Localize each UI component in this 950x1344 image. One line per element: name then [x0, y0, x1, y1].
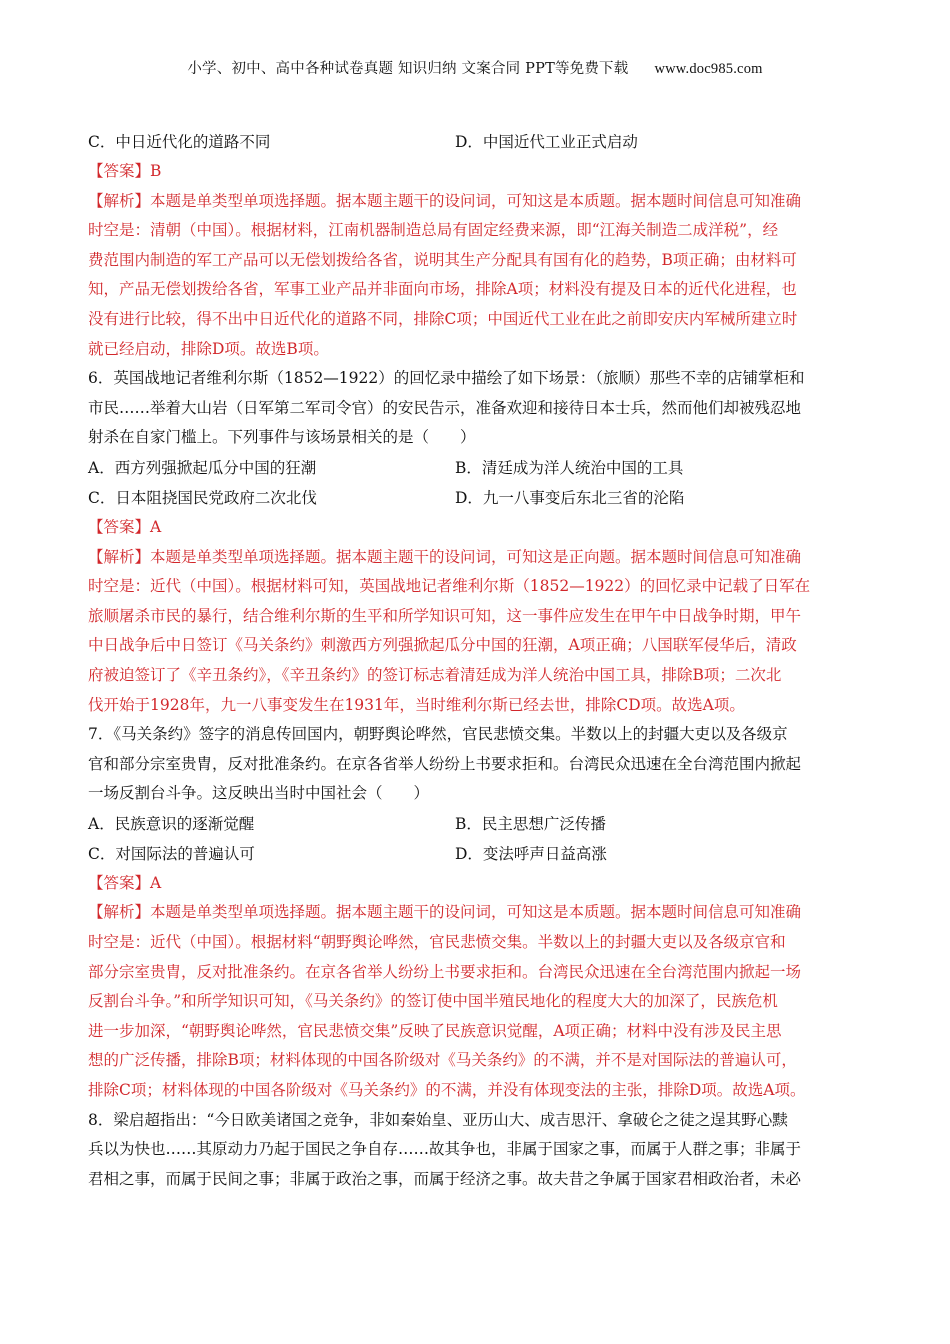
analysis-line: 旅顺屠杀市民的暴行，结合维利尔斯的生平和所学知识可知，这一事件应发生在甲午中日战争时期，甲午	[88, 606, 802, 625]
analysis-line: 就已经启动，排除D项。故选B项。	[88, 339, 329, 358]
q6-option-c: C．日本阻挠国民党政府二次北伐	[88, 488, 317, 507]
q6-options-row	[88, 453, 874, 483]
stem-line: 兵以为快也……其原动力乃起于国民之争自存……故其争也，非属于国家之事，而属于人群之事；非属于	[88, 1140, 802, 1159]
stem-line: 官和部分宗室贵胄，反对批准条约。在京各省举人纷纷上书要求拒和。台湾民众迅速在全台湾范围内掀起	[88, 754, 802, 773]
stem-line: 一场反割台斗争。这反映出当时中国社会（ ）	[88, 784, 430, 803]
header-text: 小学、初中、高中各种试卷真题 知识归纳 文案合同 PPT等免费下载	[187, 61, 629, 77]
analysis-line: 想的广泛传播，排除B项；材料体现的中国各阶级对《马关条约》的不满，并不是对国际法的普遍认可，	[88, 1051, 797, 1070]
stem-line: 7．《马关条约》签字的消息传回国内，朝野舆论哗然，官民悲愤交集。半数以上的封疆大吏以及各级京	[88, 725, 788, 744]
analysis-line: 时空是：清朝（中国）。根据材料，江南机器制造总局有固定经费来源，即“江海关制造二成洋税”，经	[88, 221, 779, 240]
analysis-line: 没有进行比较，得不出中日近代化的道路不同，排除C项；中国近代工业在此之前即安庆内军械所建立时	[88, 309, 798, 328]
stem-line: 射杀在自家门槛上。下列事件与该场景相关的是（ ）	[88, 428, 476, 447]
header-url[interactable]: www.doc985.com	[654, 61, 763, 77]
analysis-line: 【解析】本题是单类型单项选择题。据本题主题干的设问词，可知这是正向题。据本题时间信息可知准确	[88, 547, 802, 566]
analysis-line: 中日战争后中日签订《马关条约》刺激西方列强掀起瓜分中国的狂潮，A项正确；八国联军侵华后，清政	[88, 636, 797, 655]
q6-answer: 【答案】A	[88, 517, 162, 536]
q5-options	[88, 127, 874, 157]
page-header	[0, 57, 950, 78]
q6-analysis	[88, 543, 874, 721]
analysis-line: 府被迫签订了《辛丑条约》，《辛丑条约》的签订标志着清廷成为洋人统治中国工具，排除B项；二次北	[88, 665, 782, 684]
q7-option-b: B．民主思想广泛传播	[455, 814, 606, 833]
q5-option-c: C．中日近代化的道路不同	[88, 133, 271, 151]
q6-option-a: A．西方列强掀起瓜分中国的狂潮	[88, 458, 317, 477]
q5-analysis	[88, 187, 874, 365]
document-body	[88, 127, 874, 1194]
analysis-line: 时空是：近代（中国）。根据材料可知，英国战地记者维利尔斯（1852—1922）的回忆录中记载了日军在	[88, 577, 811, 596]
q7-analysis	[88, 898, 874, 1105]
q7-option-a: A．民族意识的逐渐觉醒	[88, 814, 255, 833]
analysis-line: 费范围内制造的军工产品可以无偿划拨给各省，说明其生产分配具有国有化的趋势，B项正确；由材料可	[88, 250, 797, 269]
q7-options-row	[88, 839, 874, 869]
q5-option-d: D．中国近代工业正式启动	[455, 133, 638, 151]
analysis-line: 知，产品无偿划拨给各省，军事工业产品并非面向市场，排除A项；材料没有提及日本的近代化进程，也	[88, 280, 797, 299]
q7-answer: 【答案】A	[88, 873, 162, 892]
q5-answer: 【答案】B	[88, 162, 162, 180]
stem-line: 市民……举着大山岩（日军第二军司令官）的安民告示，准备欢迎和接待日本士兵，然而他们却被残忍地	[88, 398, 802, 417]
analysis-line: 部分宗室贵胄，反对批准条约。在京各省举人纷纷上书要求拒和。台湾民众迅速在全台湾范围内掀起一场	[88, 962, 802, 981]
analysis-line: 【解析】本题是单类型单项选择题。据本题主题干的设问词，可知这是本质题。据本题时间信息可知准确	[88, 903, 802, 922]
stem-line: 6．英国战地记者维利尔斯（1852—1922）的回忆录中描绘了如下场景：（旅顺）那些不幸的店铺掌柜和	[88, 369, 805, 388]
q7-option-d: D．变法呼声日益高涨	[455, 844, 607, 863]
stem-line: 君相之事，而属于民间之事；非属于政治之事，而属于经济之事。故夫昔之争属于国家君相政治者，未必	[88, 1169, 802, 1188]
q8-stem	[88, 1106, 874, 1195]
analysis-line: 【解析】本题是单类型单项选择题。据本题主题干的设问词，可知这是本质题。据本题时间信息可知准确	[88, 191, 802, 210]
analysis-line: 反割台斗争。”和所学知识可知，《马关条约》的签订使中国半殖民地化的程度大大的加深了，民族危机	[88, 992, 778, 1011]
analysis-line: 伐开始于1928年，九一八事变发生在1931年，当时维利尔斯已经去世，排除CD项。故选A项。	[88, 695, 745, 714]
stem-line: 8．梁启超指出：“今日欧美诸国之竞争，非如秦始皇、亚历山大、成吉思汗、拿破仑之徒之逞其野心黩	[88, 1110, 788, 1129]
analysis-line: 排除C项；材料体现的中国各阶级对《马关条约》的不满，并没有体现变法的主张，排除D项。故选A项。	[88, 1081, 806, 1100]
q6-options-row	[88, 483, 874, 513]
analysis-line: 时空是：近代（中国）。根据材料“朝野舆论哗然，官民悲愤交集。半数以上的封疆大吏以及各级京官和	[88, 933, 786, 952]
q7-option-c: C．对国际法的普遍认可	[88, 844, 255, 863]
q6-stem	[88, 364, 874, 453]
q6-option-d: D．九一八事变后东北三省的沦陷	[455, 488, 685, 507]
q7-stem	[88, 720, 874, 809]
q7-options-row	[88, 809, 874, 839]
analysis-line: 进一步加深，“朝野舆论哗然，官民悲愤交集”反映了民族意识觉醒，A项正确；材料中没有涉及民主思	[88, 1021, 782, 1040]
q6-option-b: B．清廷成为洋人统治中国的工具	[455, 458, 684, 477]
